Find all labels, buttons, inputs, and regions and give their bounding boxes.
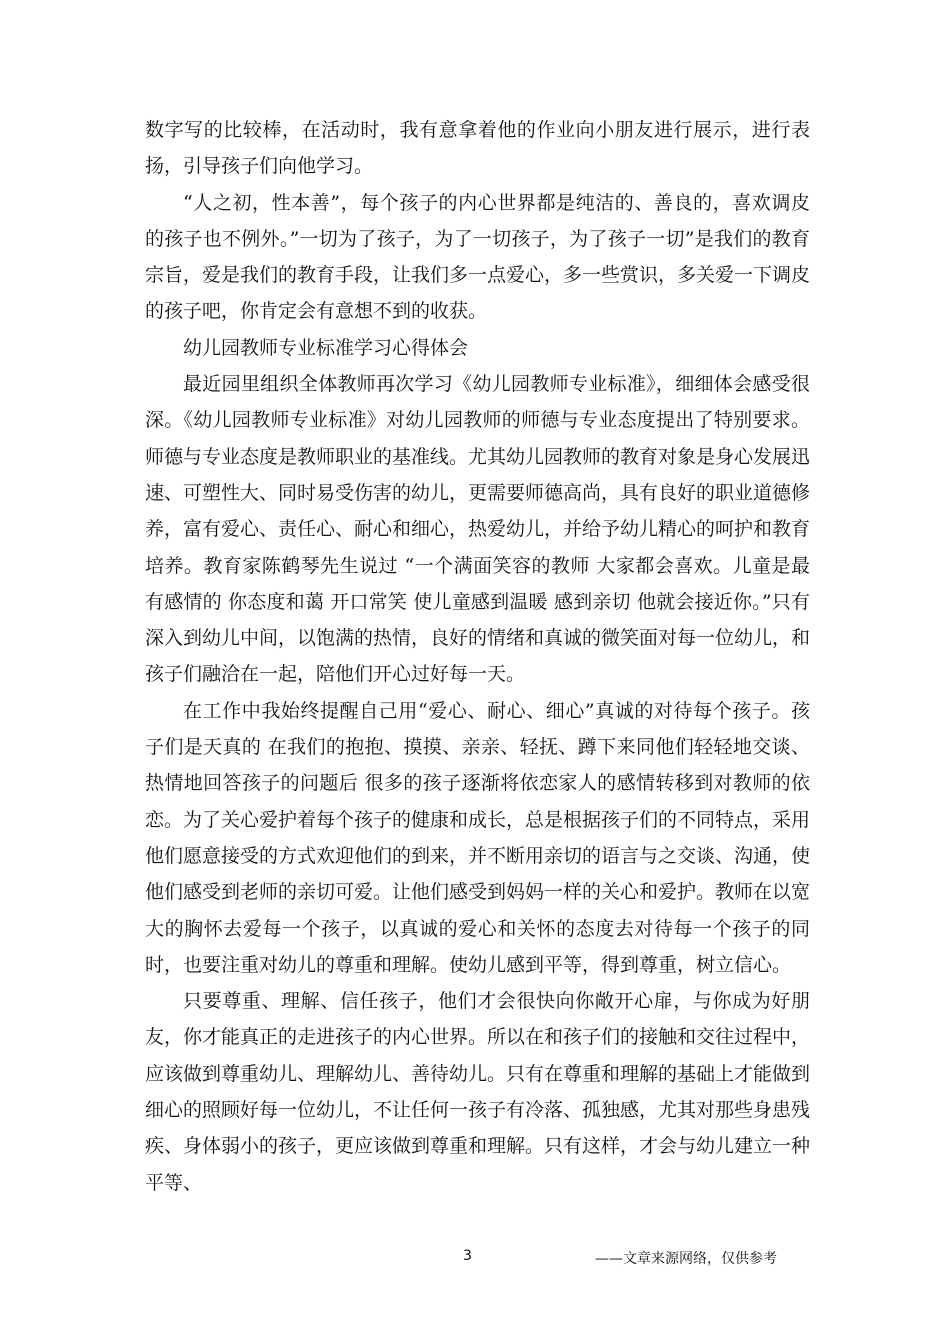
paragraph-love-patience-care: 在工作中我始终提醒自己用“爱心、耐心、细心”真诚的对待每个孩子。孩子们是天真的 在我们的抱抱、摸摸、亲亲、轻抚、蹲下来同他们轻轻地交谈、热情地回答孩子的问题后 很多的孩子逐渐将依恋家人的感情转移到对教师的依恋。为了关心爱护着每个孩子的健康和成长，总是根据孩子们的不同特点，采用他们愿意接受的方式欢迎他们的到来，并不断用亲切的语言与之交谈、沟通，使他们感受到老师的亲切可爱。让他们感受到妈妈一样的关心和爱护。教师在以宽大的胸怀去爱每一个孩子，以真诚的爱心和关怀的态度去对待每一个孩子的同时，也要注重对幼儿的尊重和理解。使幼儿感到平等，得到尊重，树立信心。	[145, 699, 811, 976]
source-note: ——文章来源网络，仅供参考	[595, 1251, 777, 1267]
paragraph-naughty-children: “人之初，性本善”，每个孩子的内心世界都是纯洁的、善良的，喜欢调皮的孩子也不例外。”一切为了孩子，为了一切孩子，为了孩子一切”是我们的教育宗旨，爱是我们的教育手段，让我们多一点爱心，多一些赏识，多关爱一下调皮的孩子吧，你肯定会有意想不到的收获。	[145, 191, 811, 323]
paragraph-respect-understanding: 只要尊重、理解、信任孩子，他们才会很快向你敞开心扉，与你成为好朋友，你才能真正的走进孩子的内心世界。所以在和孩子们的接触和交往过程中，应该做到尊重幼儿、理解幼儿、善待幼儿。只有在尊重和理解的基础上才能做到细心的照顾好每一位幼儿，不让任何一孩子有冷落、孤独感，尤其对那些身患残疾、身体弱小的孩子，更应该做到尊重和理解。只有这样，才会与幼儿建立一种平等、	[145, 990, 811, 1194]
page-number: 3	[463, 1248, 472, 1264]
document-body	[145, 112, 810, 1201]
paragraph-professional-standards: 最近园里组织全体教师再次学习《幼儿园教师专业标准》，细细体会感受很深。《幼儿园教师专业标准》对幼儿园教师的师德与专业态度提出了特别要求。师德与专业态度是教师职业的基准线。尤其幼儿园教师的教育对象是身心发展迅速、可塑性大、同时易受伤害的幼儿，更需要师德高尚，具有良好的职业道德修养，富有爱心、责任心、耐心和细心，热爱幼儿，并给予幼儿精心的呵护和教育培养。教育家陈鹤琴先生说过 “一个满面笑容的教师 大家都会喜欢。儿童是最有感情的 你态度和蔼 开口常笑 使儿童感到温暖 感到亲切 他就会接近你。”只有深入到幼儿中间，以饱满的热情，良好的情绪和真诚的微笑面对每一位幼儿，和孩子们融洽在一起，陪他们开心过好每一天。	[145, 373, 811, 686]
paragraph-continuation: 数字写的比较棒，在活动时，我有意拿着他的作业向小朋友进行展示，进行表扬，引导孩子们向他学习。	[145, 119, 810, 178]
section-heading: 幼儿园教师专业标准学习心得体会	[183, 336, 469, 359]
